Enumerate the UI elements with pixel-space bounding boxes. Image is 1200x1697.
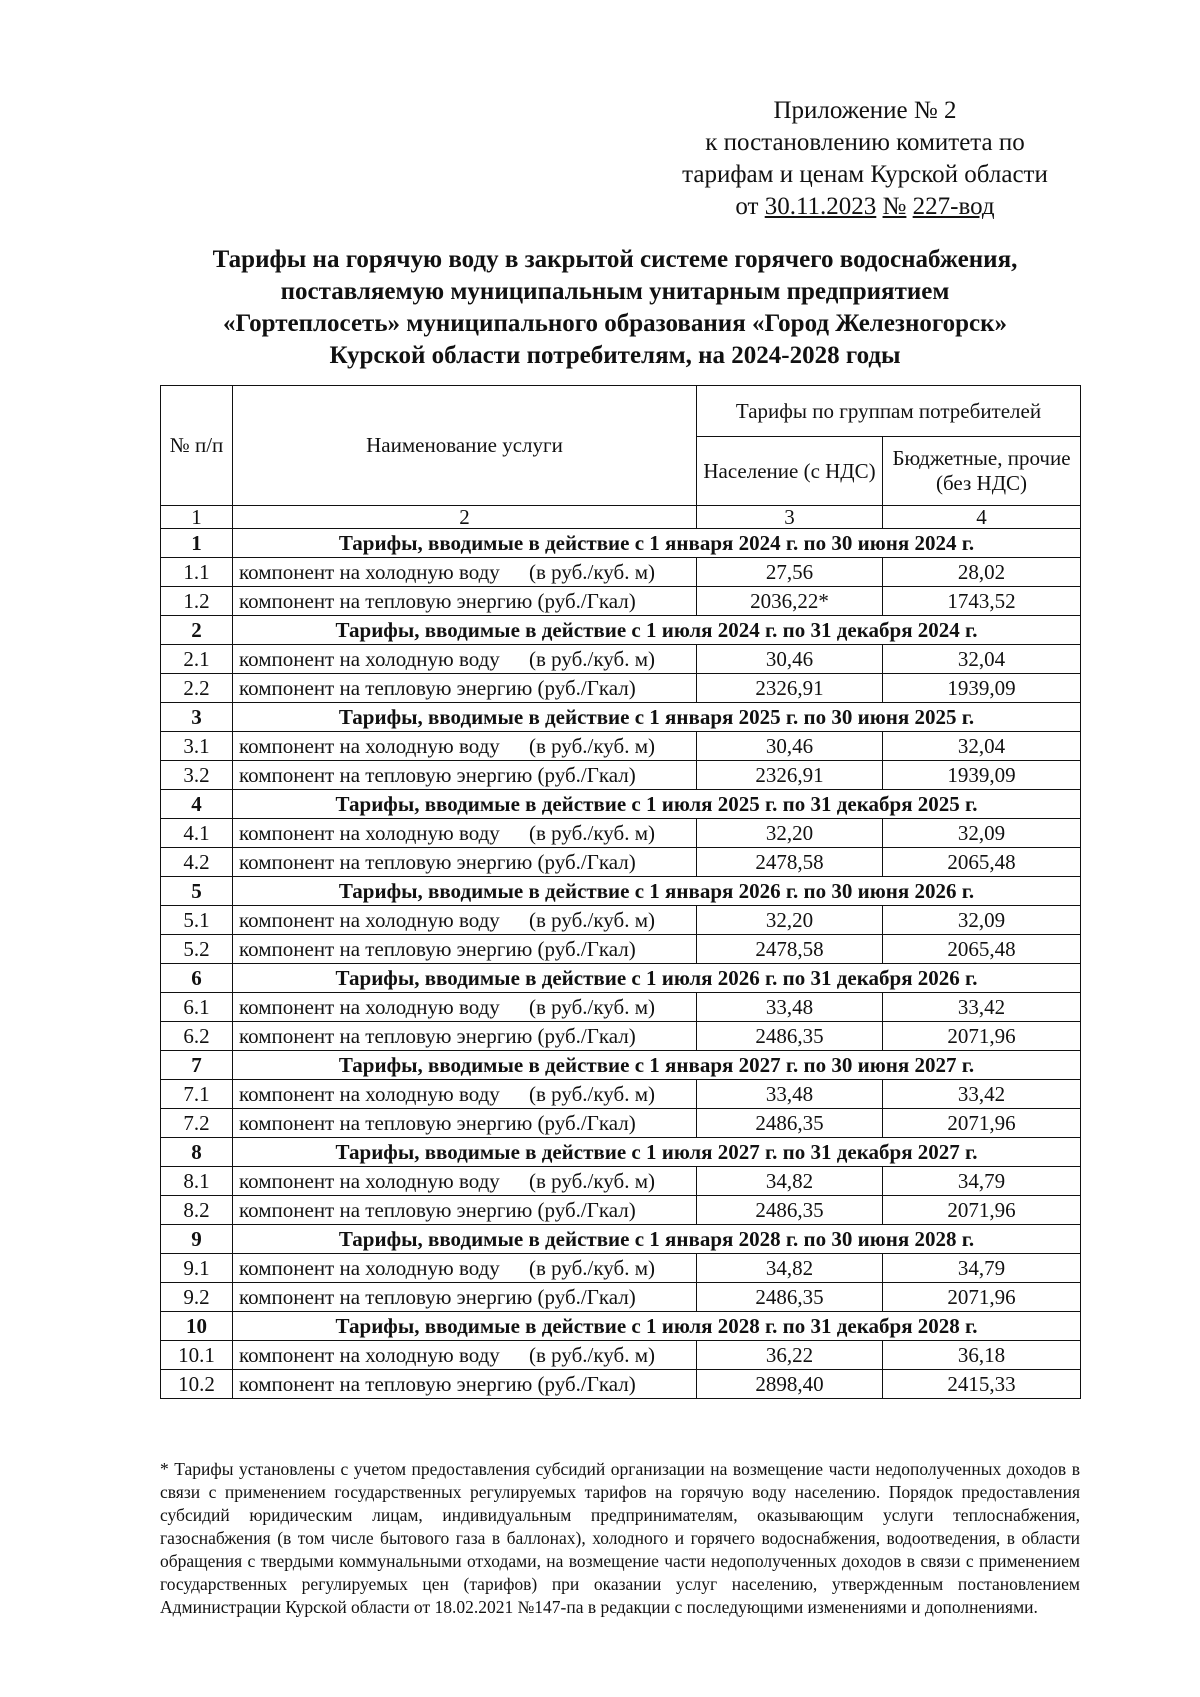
appendix-line-1: Приложение № 2 — [773, 97, 957, 124]
service-unit: (в руб./куб. м) — [529, 995, 655, 1019]
population-tariff: 33,48 — [697, 1080, 883, 1109]
budget-tariff: 1743,52 — [883, 587, 1081, 616]
service-name: компонент на тепловую энергию (руб./Гкал) — [239, 1111, 636, 1135]
section-row — [161, 1312, 1081, 1341]
table-row — [161, 1370, 1081, 1399]
service-name-cell — [233, 1341, 697, 1370]
section-title: Тарифы, вводимые в действие с 1 июля 2024 г. по 31 декабря 2024 г. — [233, 616, 1081, 645]
budget-tariff: 28,02 — [883, 558, 1081, 587]
row-number: 3.1 — [161, 732, 233, 761]
row-number: 7.2 — [161, 1109, 233, 1138]
row-number: 7.1 — [161, 1080, 233, 1109]
table-row — [161, 906, 1081, 935]
budget-tariff: 33,42 — [883, 993, 1081, 1022]
population-tariff: 2486,35 — [697, 1283, 883, 1312]
service-name: компонент на тепловую энергию (руб./Гкал) — [239, 1285, 636, 1309]
service-unit: (в руб./куб. м) — [529, 734, 655, 758]
row-number: 1.1 — [161, 558, 233, 587]
appendix-block — [600, 95, 1130, 223]
service-name: компонент на тепловую энергию (руб./Гкал) — [239, 676, 636, 700]
budget-tariff: 1939,09 — [883, 761, 1081, 790]
service-name-cell — [233, 558, 697, 587]
appendix-date-prefix: от — [735, 193, 759, 220]
table-row — [161, 1080, 1081, 1109]
table-row — [161, 645, 1081, 674]
service-name: компонент на холодную воду — [239, 1343, 500, 1367]
population-tariff: 2326,91 — [697, 761, 883, 790]
row-number: 2.1 — [161, 645, 233, 674]
service-name-cell — [233, 848, 697, 877]
header-population: Население (с НДС) — [697, 437, 883, 506]
appendix-date: 30.11.2023 — [764, 193, 877, 220]
budget-tariff: 2065,48 — [883, 848, 1081, 877]
budget-tariff: 2071,96 — [883, 1109, 1081, 1138]
population-tariff: 33,48 — [697, 993, 883, 1022]
row-number: 5.1 — [161, 906, 233, 935]
table-row — [161, 1254, 1081, 1283]
section-row — [161, 877, 1081, 906]
service-name: компонент на холодную воду — [239, 908, 500, 932]
appendix-line-3: тарифам и ценам Курской области — [682, 161, 1048, 188]
service-name: компонент на тепловую энергию (руб./Гкал) — [239, 763, 636, 787]
section-title: Тарифы, вводимые в действие с 1 января 2026 г. по 30 июня 2026 г. — [233, 877, 1081, 906]
section-row — [161, 703, 1081, 732]
section-title: Тарифы, вводимые в действие с 1 января 2025 г. по 30 июня 2025 г. — [233, 703, 1081, 732]
service-name-cell — [233, 1022, 697, 1051]
service-name: компонент на холодную воду — [239, 1256, 500, 1280]
section-number: 4 — [161, 790, 233, 819]
section-number: 5 — [161, 877, 233, 906]
service-name: компонент на тепловую энергию (руб./Гкал) — [239, 589, 636, 613]
service-unit: (в руб./куб. м) — [529, 1082, 655, 1106]
table-row — [161, 558, 1081, 587]
title-line-3: «Гортеплосеть» муниципального образования «Город Железногорск» — [222, 310, 1008, 337]
section-title: Тарифы, вводимые в действие с 1 января 2028 г. по 30 июня 2028 г. — [233, 1225, 1081, 1254]
service-name-cell — [233, 1370, 697, 1399]
table-row — [161, 993, 1081, 1022]
section-number: 6 — [161, 964, 233, 993]
section-row — [161, 1225, 1081, 1254]
row-number: 6.1 — [161, 993, 233, 1022]
service-name-cell — [233, 1167, 697, 1196]
section-title: Тарифы, вводимые в действие с 1 января 2027 г. по 30 июня 2027 г. — [233, 1051, 1081, 1080]
table-row — [161, 935, 1081, 964]
row-number: 4.1 — [161, 819, 233, 848]
table-row — [161, 1196, 1081, 1225]
service-unit: (в руб./куб. м) — [529, 908, 655, 932]
service-name-cell — [233, 993, 697, 1022]
population-tariff: 2326,91 — [697, 674, 883, 703]
row-number: 9.2 — [161, 1283, 233, 1312]
row-number: 9.1 — [161, 1254, 233, 1283]
section-number: 9 — [161, 1225, 233, 1254]
population-tariff: 2478,58 — [697, 935, 883, 964]
population-tariff: 2478,58 — [697, 848, 883, 877]
service-name-cell — [233, 1109, 697, 1138]
document-title — [150, 244, 1080, 372]
row-number: 8.1 — [161, 1167, 233, 1196]
appendix-line-4 — [600, 191, 1130, 223]
budget-tariff: 34,79 — [883, 1254, 1081, 1283]
header-budget: Бюджетные, прочие (без НДС) — [883, 437, 1081, 506]
service-name: компонент на тепловую энергию (руб./Гкал) — [239, 1024, 636, 1048]
budget-tariff: 2071,96 — [883, 1022, 1081, 1051]
section-number: 1 — [161, 529, 233, 558]
budget-tariff: 2071,96 — [883, 1196, 1081, 1225]
budget-tariff: 2415,33 — [883, 1370, 1081, 1399]
row-number: 1.2 — [161, 587, 233, 616]
population-tariff: 32,20 — [697, 819, 883, 848]
row-number: 10.1 — [161, 1341, 233, 1370]
table-row — [161, 1341, 1081, 1370]
service-unit: (в руб./куб. м) — [529, 1256, 655, 1280]
footnote: * Тарифы установлены с учетом предоставления субсидий организации на возмещение части недополученных доходов в связи с применением государственных регулируемых тарифов на горячую воду населению. Порядок предоставления субсидий юридическим лицам, индивидуальным предпринимателям, оказывающим услуги теплоснабжения, газоснабжения (в том числе бытового газа в баллонах), холодного и горячего водоснабжения, водоотведения, в области обращения с твердыми коммунальными отходами, на возмещение части недополученных доходов в связи с применением государственных регулируемых цен (тарифов) при оказании услуг населению, утвержденным постановлением Администрации Курской области от 18.02.2021 №147-па в редакции с последующими изменениями и дополнениями. — [160, 1459, 1080, 1617]
service-name-cell — [233, 819, 697, 848]
budget-tariff: 2071,96 — [883, 1283, 1081, 1312]
service-name: компонент на холодную воду — [239, 647, 500, 671]
service-name-cell — [233, 674, 697, 703]
tariffs-body — [161, 529, 1081, 1399]
title-line-2: поставляемую муниципальным унитарным предприятием — [280, 278, 950, 305]
header-group: Тарифы по группам потребителей — [697, 386, 1081, 437]
service-unit: (в руб./куб. м) — [529, 1343, 655, 1367]
row-number: 10.2 — [161, 1370, 233, 1399]
section-row — [161, 790, 1081, 819]
row-number: 2.2 — [161, 674, 233, 703]
population-tariff: 34,82 — [697, 1167, 883, 1196]
budget-tariff: 32,09 — [883, 819, 1081, 848]
population-tariff: 2486,35 — [697, 1022, 883, 1051]
section-number: 2 — [161, 616, 233, 645]
service-name-cell — [233, 732, 697, 761]
section-number: 8 — [161, 1138, 233, 1167]
index-cell-2: 2 — [233, 506, 697, 529]
population-tariff: 2486,35 — [697, 1109, 883, 1138]
budget-tariff: 32,04 — [883, 732, 1081, 761]
row-number: 3.2 — [161, 761, 233, 790]
header-name: Наименование услуги — [233, 386, 697, 506]
population-tariff: 34,82 — [697, 1254, 883, 1283]
index-cell-3: 3 — [697, 506, 883, 529]
header-num: № п/п — [161, 386, 233, 506]
table-row — [161, 1109, 1081, 1138]
service-name: компонент на тепловую энергию (руб./Гкал) — [239, 937, 636, 961]
service-name-cell — [233, 1080, 697, 1109]
section-row — [161, 964, 1081, 993]
service-name-cell — [233, 587, 697, 616]
service-name: компонент на тепловую энергию (руб./Гкал) — [239, 850, 636, 874]
section-row — [161, 1051, 1081, 1080]
table-row — [161, 674, 1081, 703]
section-number: 7 — [161, 1051, 233, 1080]
service-name-cell — [233, 645, 697, 674]
section-title: Тарифы, вводимые в действие с 1 июля 2028 г. по 31 декабря 2028 г. — [233, 1312, 1081, 1341]
table-row — [161, 1022, 1081, 1051]
section-row — [161, 529, 1081, 558]
service-name-cell — [233, 906, 697, 935]
service-unit: (в руб./куб. м) — [529, 821, 655, 845]
index-cell-4: 4 — [883, 506, 1081, 529]
budget-tariff: 32,09 — [883, 906, 1081, 935]
service-name: компонент на холодную воду — [239, 734, 500, 758]
row-number: 4.2 — [161, 848, 233, 877]
service-name: компонент на тепловую энергию (руб./Гкал) — [239, 1198, 636, 1222]
service-name: компонент на тепловую энергию (руб./Гкал) — [239, 1372, 636, 1396]
service-name-cell — [233, 1254, 697, 1283]
table-row — [161, 1283, 1081, 1312]
section-title: Тарифы, вводимые в действие с 1 июля 2025 г. по 31 декабря 2025 г. — [233, 790, 1081, 819]
service-name-cell — [233, 1283, 697, 1312]
title-line-4: Курской области потребителям, на 2024-2028 годы — [329, 342, 901, 369]
section-title: Тарифы, вводимые в действие с 1 июля 2026 г. по 31 декабря 2026 г. — [233, 964, 1081, 993]
appendix-line-2: к постановлению комитета по — [705, 129, 1025, 156]
table-row — [161, 1167, 1081, 1196]
population-tariff: 2036,22* — [697, 587, 883, 616]
row-number: 5.2 — [161, 935, 233, 964]
service-name-cell — [233, 1196, 697, 1225]
service-unit: (в руб./куб. м) — [529, 1169, 655, 1193]
table-row — [161, 819, 1081, 848]
service-unit: (в руб./куб. м) — [529, 647, 655, 671]
population-tariff: 30,46 — [697, 645, 883, 674]
table-row — [161, 848, 1081, 877]
index-cell-1: 1 — [161, 506, 233, 529]
budget-tariff: 34,79 — [883, 1167, 1081, 1196]
population-tariff: 32,20 — [697, 906, 883, 935]
table-row — [161, 587, 1081, 616]
budget-tariff: 2065,48 — [883, 935, 1081, 964]
budget-tariff: 36,18 — [883, 1341, 1081, 1370]
row-number: 6.2 — [161, 1022, 233, 1051]
service-name: компонент на холодную воду — [239, 995, 500, 1019]
service-name: компонент на холодную воду — [239, 821, 500, 845]
section-number: 3 — [161, 703, 233, 732]
service-name: компонент на холодную воду — [239, 1082, 500, 1106]
table-row — [161, 732, 1081, 761]
row-number: 8.2 — [161, 1196, 233, 1225]
table-row — [161, 761, 1081, 790]
population-tariff: 2898,40 — [697, 1370, 883, 1399]
service-name-cell — [233, 935, 697, 964]
section-row — [161, 1138, 1081, 1167]
section-title: Тарифы, вводимые в действие с 1 июля 2027 г. по 31 декабря 2027 г. — [233, 1138, 1081, 1167]
population-tariff: 2486,35 — [697, 1196, 883, 1225]
appendix-number: 227-вод — [912, 193, 995, 220]
section-title: Тарифы, вводимые в действие с 1 января 2024 г. по 30 июня 2024 г. — [233, 529, 1081, 558]
population-tariff: 30,46 — [697, 732, 883, 761]
budget-tariff: 33,42 — [883, 1080, 1081, 1109]
service-unit: (в руб./куб. м) — [529, 560, 655, 584]
budget-tariff: 32,04 — [883, 645, 1081, 674]
population-tariff: 36,22 — [697, 1341, 883, 1370]
service-name: компонент на холодную воду — [239, 560, 500, 584]
service-name-cell — [233, 761, 697, 790]
section-row — [161, 616, 1081, 645]
section-number: 10 — [161, 1312, 233, 1341]
appendix-number-sign: № — [882, 193, 907, 220]
service-name: компонент на холодную воду — [239, 1169, 500, 1193]
tariffs-table — [160, 385, 1081, 1399]
population-tariff: 27,56 — [697, 558, 883, 587]
budget-tariff: 1939,09 — [883, 674, 1081, 703]
title-line-1: Тарифы на горячую воду в закрытой системе горячего водоснабжения, — [212, 246, 1018, 273]
